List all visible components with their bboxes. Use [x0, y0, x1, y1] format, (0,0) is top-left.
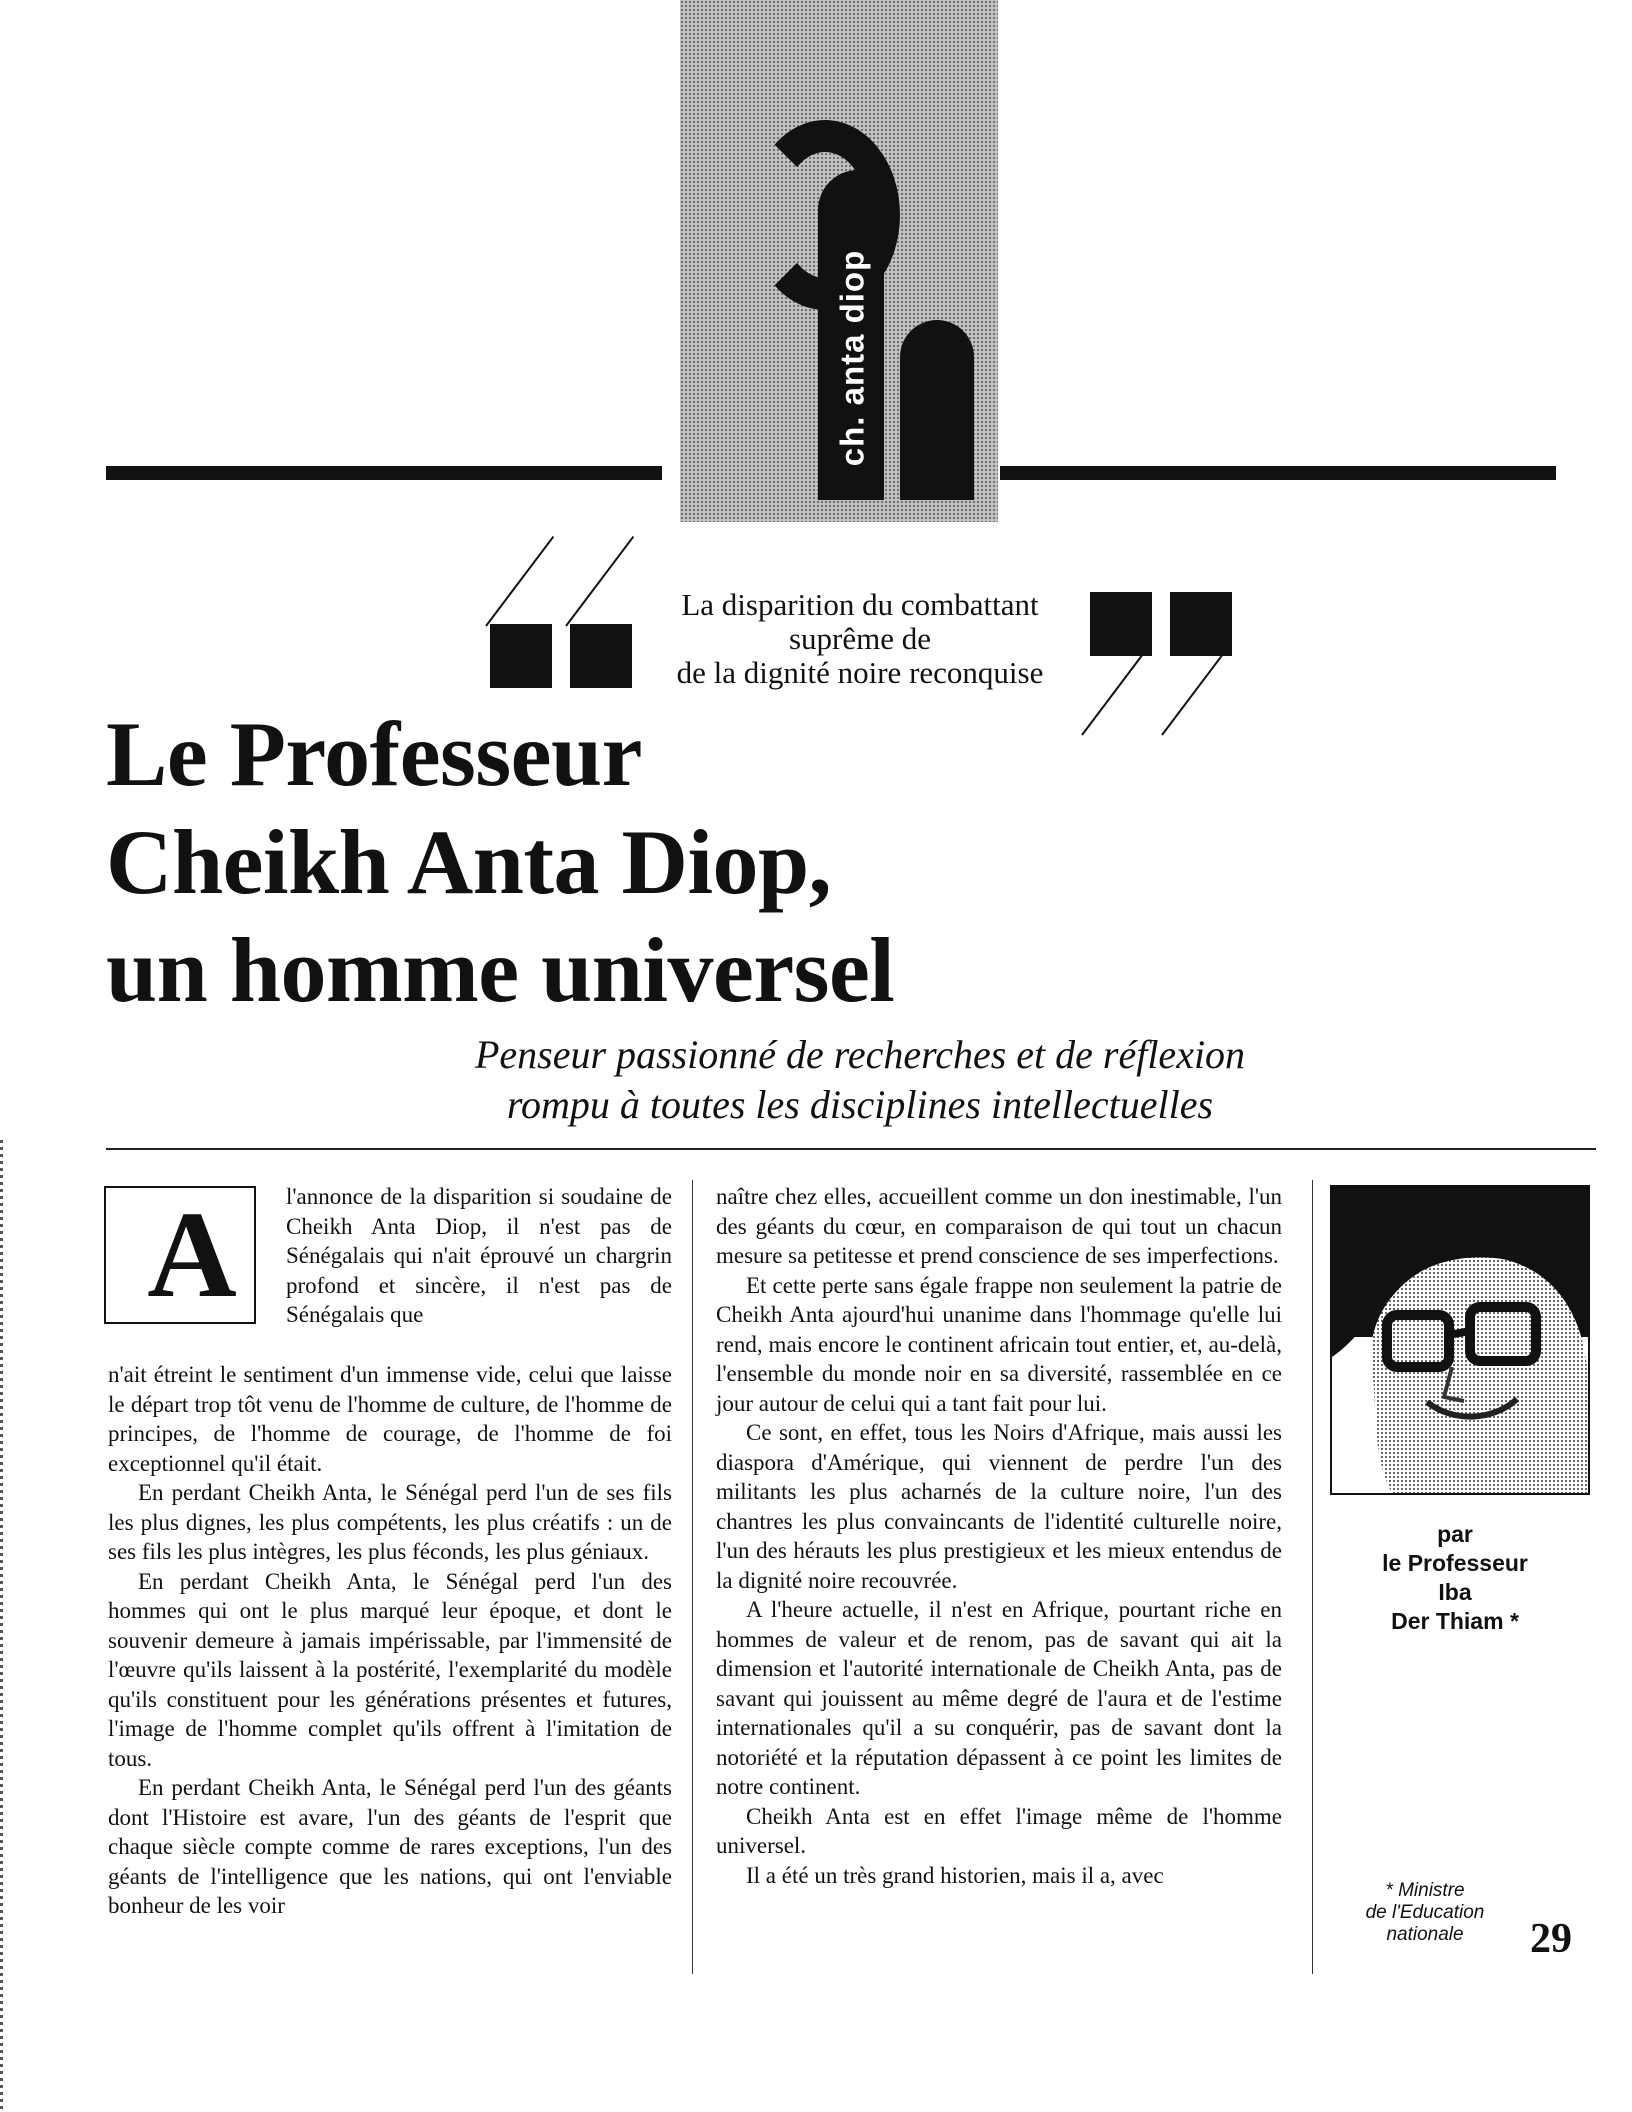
article-intro: l'annonce de la disparition si soudaine de Cheikh Anta Diop, il n'est pas de Sénégalais qui n'ait éprouvé un chargrin profond et sincère, il n'est pas de Sénégalais que — [286, 1184, 672, 1327]
byline-last-name: Der Thiam * — [1391, 1608, 1519, 1634]
open-quote-mark-left — [490, 624, 552, 688]
masthead-rule-right — [1000, 466, 1556, 480]
article-subheading — [330, 1030, 1390, 1130]
footnote-line: de l'Education — [1365, 1902, 1485, 1923]
headline-divider — [106, 1148, 1596, 1150]
author-footnote — [1340, 1880, 1510, 1946]
byline-par: par — [1437, 1521, 1473, 1547]
open-quote-stroke-2 — [565, 536, 634, 627]
author-photo — [1330, 1185, 1590, 1495]
paragraph: n'ait étreint le sentiment d'un immense vide, celui que laisse le départ trop tôt venu de l'homme de culture, de l'homme de principes, de l'homme de courage, de l'homme de foi exceptionnel qu'il était. — [108, 1362, 672, 1476]
footnote-line: nationale — [1386, 1924, 1464, 1945]
masthead-arch-shape — [900, 320, 974, 500]
headline-line: Le Professeur — [106, 703, 642, 805]
open-quote-stroke-1 — [485, 536, 554, 627]
author-byline — [1320, 1520, 1590, 1636]
pull-quote-line: suprême de — [788, 621, 932, 656]
headline-line: Cheikh Anta Diop, — [106, 811, 832, 913]
byline-title: le Professeur — [1382, 1550, 1528, 1576]
dropcap-letter: A — [147, 1186, 237, 1323]
paragraph: En perdant Cheikh Anta, le Sénégal perd l'un des hommes qui ont le plus marqué leur époque, et dont le souvenir demeure à jamais impérissable, par l'immensité de l'œuvre qu'ils laissent à la postérité, l'exemplarité du modèle qu'ils constituent pour les générations présentes et futures, l'image de l'homme complet qu'ils offrent à l'imitation de tous. — [108, 1568, 672, 1771]
byline-first-name: Iba — [1438, 1579, 1472, 1605]
scan-edge-artifact — [0, 1140, 3, 2112]
masthead-rule-left — [106, 466, 662, 480]
paragraph: A l'heure actuelle, il n'est en Afrique, pourtant riche en hommes de valeur et de renom, pas de savant qui ait la dimension et l'autorité internationale de Cheikh Anta, pas de savant qui jouissent au même degré de l'aura et de l'estime internationales qu'il a su conquérir, pas de savant dont la notoriété et la réputation dépassent à ce point les limites de notre continent. — [716, 1597, 1282, 1799]
headline-line: un homme universel — [106, 919, 895, 1021]
paragraph: Il a été un très grand historien, mais il a, avec — [746, 1862, 1164, 1888]
article-column-1 — [108, 1360, 672, 1921]
subheading-line: rompu à toutes les disciplines intellectuelles — [506, 1082, 1214, 1127]
column-separator — [692, 1180, 693, 1974]
close-quote-mark-right — [1170, 592, 1232, 656]
footnote-line: * Ministre — [1385, 1880, 1465, 1901]
paragraph: Et cette perte sans égale frappe non seulement la patrie de Cheikh Anta ajourd'hui unanime dans l'hommage qu'elle lui rend, mais encore le continent africain tout entier, et, au-delà, l'ensemble du monde noir en sa diversité, rassemblée en ce jour autour de celui qui a tant fait pour lui. — [716, 1272, 1282, 1416]
paragraph: naître chez elles, accueillent comme un don inestimable, l'un des géants du cœur, en comparaison de qui tout un chacun mesure sa petitesse et prend conscience de ses imperfections. — [716, 1184, 1282, 1268]
subheading-line: Penseur passionné de recherches et de réflexion — [474, 1032, 1246, 1077]
pull-quote-line: La disparition du combattant — [681, 587, 1039, 622]
paragraph: En perdant Cheikh Anta, le Sénégal perd l'un de ses fils les plus dignes, les plus compétents, les plus créatifs : un de ses fils les plus intègres, les plus féconds, les plus géniaux. — [108, 1480, 672, 1564]
open-quote-mark-right — [570, 624, 632, 688]
article-headline — [106, 700, 1206, 1024]
section-kicker: ch. anta diop — [833, 249, 871, 467]
pull-quote — [640, 588, 1080, 690]
column-separator — [1312, 1180, 1313, 1974]
paragraph: Cheikh Anta est en effet l'image même de l'homme universel. — [716, 1803, 1282, 1858]
paragraph: Ce sont, en effet, tous les Noirs d'Afrique, mais aussi les diaspora d'Amérique, qui viennent de perdre l'un des militants les plus acharnés de la culture noire, l'un des chantres les plus convaincants de l'identité culturelle noire, l'un des hérauts les plus prestigieux et les mieux entendus de la dignité noire recouvrée. — [716, 1420, 1282, 1593]
article-column-2 — [716, 1182, 1282, 1890]
paragraph: En perdant Cheikh Anta, le Sénégal perd l'un des géants dont l'Histoire est avare, l'un des géants de l'esprit que chaque siècle compte comme de rares exceptions, l'un des géants de l'intelligence que les nations, qui ont l'enviable bonheur de les voir — [108, 1775, 672, 1918]
close-quote-mark-left — [1090, 592, 1152, 656]
pull-quote-line: de la dignité noire reconquise — [676, 655, 1044, 690]
page-number: 29 — [1530, 1916, 1572, 1962]
author-portrait-image — [1332, 1187, 1588, 1493]
